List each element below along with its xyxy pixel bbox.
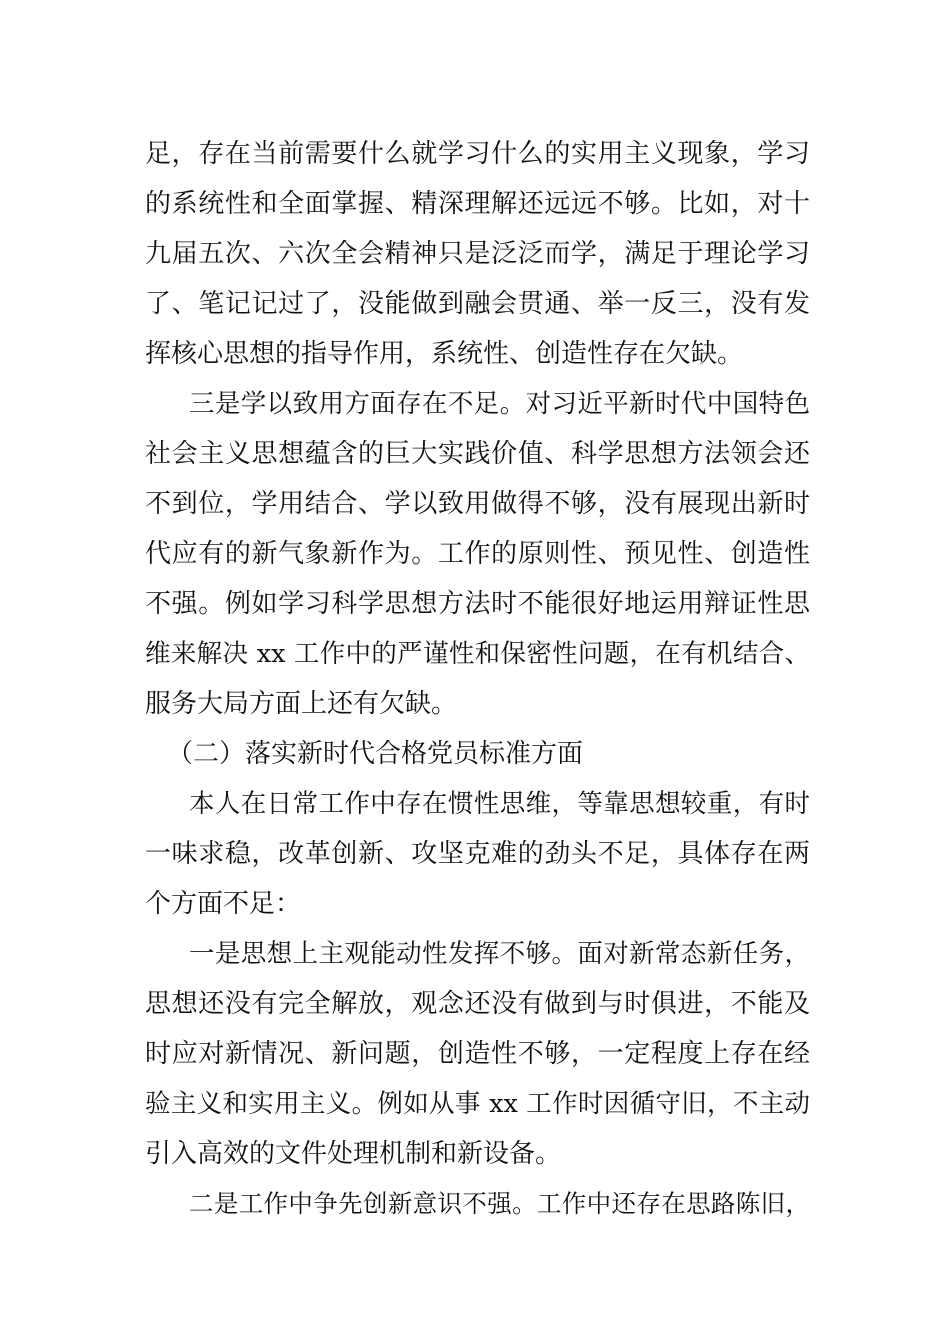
text-line-2: 的系统性和全面掌握、精深理解还远远不够。比如，对十 — [145, 189, 810, 219]
text-line-12: 服务大局方面上还有欠缺。 — [145, 689, 458, 719]
text-line-1: 足，存在当前需要什么就学习什么的实用主义现象，学习 — [145, 139, 810, 169]
text-line-18: 思想还没有完全解放，观念还没有做到与时俱进，不能及 — [145, 989, 810, 1019]
section-heading: （二）落实新时代合格党员标准方面 — [167, 739, 584, 769]
text-line-21: 引入高效的文件处理机制和新设备。 — [145, 1139, 562, 1169]
text-line-15: 一味求稳，改革创新、攻坚克难的劲头不足，具体存在两 — [145, 839, 810, 869]
paragraph-start-intro: 本人在日常工作中存在惯性思维，等靠思想较重，有时 — [189, 789, 810, 819]
text-line-7: 社会主义思想蕴含的巨大实践价值、科学思想方法领会还 — [145, 439, 810, 469]
text-line-3: 九届五次、六次全会精神只是泛泛而学，满足于理论学习 — [145, 239, 810, 269]
text-line-16: 个方面不足： — [145, 889, 302, 919]
paragraph-start-2: 二是工作中争先创新意识不强。工作中还存在思路陈旧， — [189, 1189, 810, 1218]
paragraph-start-1: 一是思想上主观能动性发挥不够。面对新常态新任务， — [189, 939, 810, 969]
text-line-4: 了、笔记记过了，没能做到融会贯通、举一反三，没有发 — [145, 289, 810, 319]
text-line-11: 维来解决 xx 工作中的严谨性和保密性问题，在有机结合、 — [145, 639, 810, 669]
paragraph-start-3: 三是学以致用方面存在不足。对习近平新时代中国特色 — [189, 389, 810, 419]
text-line-8: 不到位，学用结合、学以致用做得不够，没有展现出新时 — [145, 489, 810, 519]
text-line-9: 代应有的新气象新作为。工作的原则性、预见性、创造性 — [145, 539, 810, 569]
text-line-19: 时应对新情况、新问题，创造性不够，一定程度上存在经 — [145, 1039, 810, 1069]
document-body — [145, 129, 810, 1229]
text-line-20: 验主义和实用主义。例如从事 xx 工作时因循守旧，不主动 — [145, 1089, 810, 1119]
text-line-5: 挥核心思想的指导作用，系统性、创造性存在欠缺。 — [145, 339, 744, 369]
text-line-10: 不强。例如学习科学思想方法时不能很好地运用辩证性思 — [145, 589, 810, 619]
